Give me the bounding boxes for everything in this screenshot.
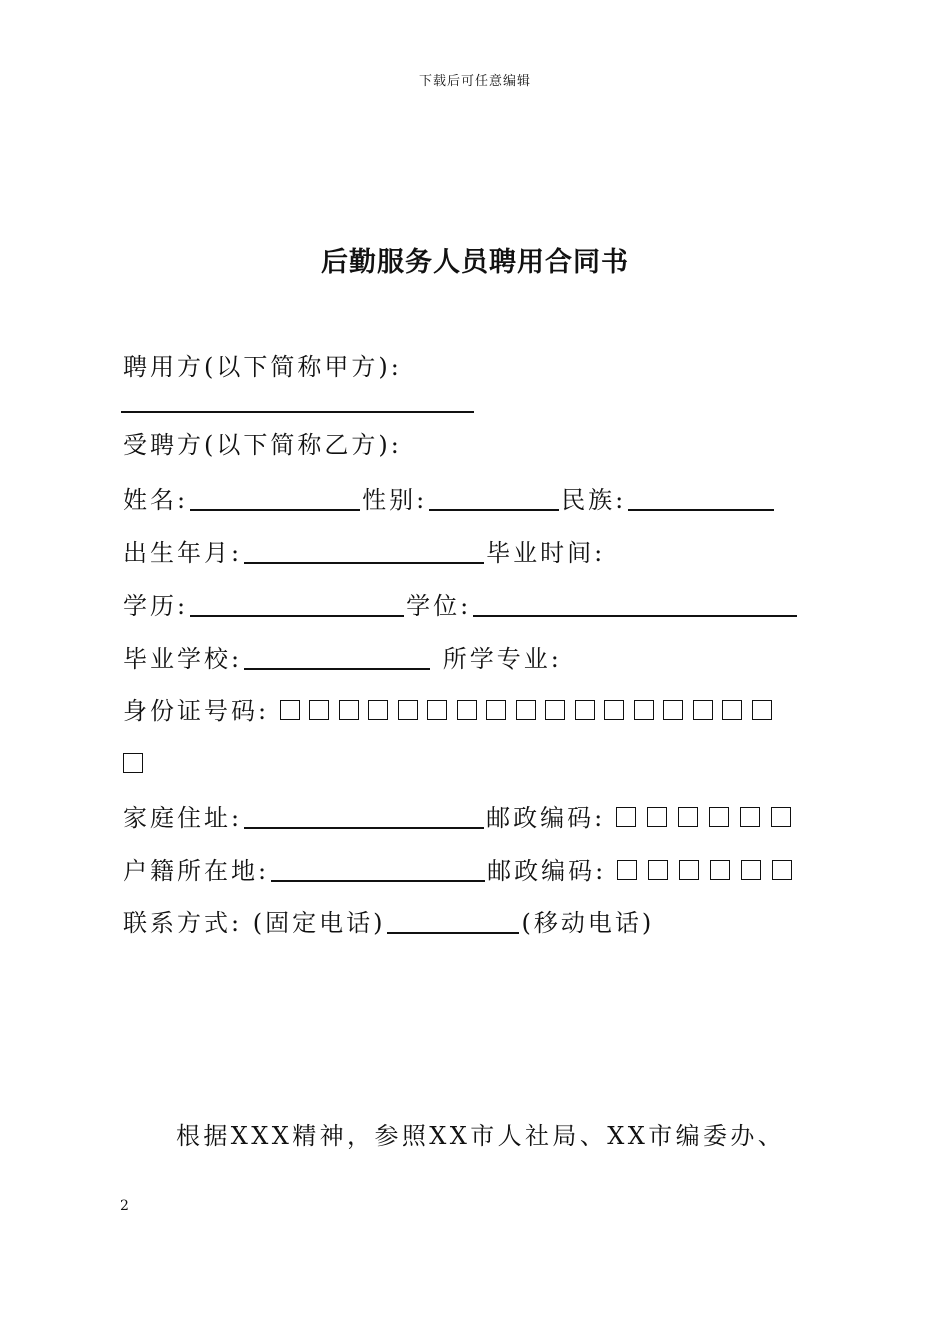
education-label: 学历: (123, 592, 189, 620)
fixed-phone-label: (固定电话) (252, 909, 386, 937)
home-address-label: 家庭住址: (123, 804, 243, 832)
body-paragraph: 根据XXX精神，参照XX市人社局、XX市编委办、 (176, 1122, 786, 1150)
school-row (123, 638, 562, 678)
employee-label: 受聘方(以下简称乙方): (123, 431, 402, 459)
birth-blank (244, 532, 484, 564)
grad-time-label: 毕业时间: (486, 539, 606, 567)
postcode-box (709, 807, 729, 827)
birth-label: 出生年月: (123, 539, 243, 567)
id-number-boxes (280, 697, 782, 725)
page-header: 下载后可任意编辑 (418, 74, 531, 89)
degree-label: 学位: (406, 592, 472, 620)
gender-blank (429, 479, 559, 511)
household-row (123, 850, 792, 890)
id-box (604, 700, 624, 720)
id-box (575, 700, 595, 720)
id-row (123, 691, 781, 731)
postcode-box (617, 860, 637, 880)
id-box (123, 753, 143, 773)
postcode-label: 邮政编码: (487, 857, 607, 885)
postcode-box (678, 807, 698, 827)
ethnicity-label: 民族: (561, 486, 627, 514)
id-box (427, 700, 447, 720)
gender-label: 性别: (362, 486, 428, 514)
id-box (634, 700, 654, 720)
postcode-box (710, 860, 730, 880)
home-address-row (123, 797, 791, 837)
name-label: 姓名: (123, 486, 189, 514)
id-box (398, 700, 418, 720)
postcode-label: 邮政编码: (486, 804, 606, 832)
id-box (280, 700, 300, 720)
postcode-box (647, 807, 667, 827)
education-row (123, 585, 799, 625)
major-label: 所学专业: (442, 645, 562, 673)
education-blank (190, 585, 404, 617)
id-box (516, 700, 536, 720)
household-blank (271, 850, 485, 882)
id-box (545, 700, 565, 720)
postcode-box (648, 860, 668, 880)
postcode-box (679, 860, 699, 880)
degree-blank (473, 585, 797, 617)
page-number: 2 (120, 1198, 129, 1214)
id-box (486, 700, 506, 720)
employer-label: 聘用方(以下简称甲方): (123, 353, 402, 381)
household-label: 户籍所在地: (123, 857, 270, 885)
postcode-boxes (616, 804, 791, 832)
employee-row (123, 425, 402, 465)
id-box (693, 700, 713, 720)
id-box (309, 700, 329, 720)
employer-blank-line (121, 411, 474, 413)
id-box (457, 700, 477, 720)
name-blank (190, 479, 360, 511)
mobile-phone-label: (移动电话) (521, 909, 655, 937)
id-box (722, 700, 742, 720)
id-box (339, 700, 359, 720)
id-box (368, 700, 388, 720)
school-blank (244, 638, 430, 670)
name-row (123, 479, 776, 519)
contact-label: 联系方式: (123, 909, 243, 937)
postcode-box (772, 860, 792, 880)
id-row-continued (123, 744, 153, 784)
fixed-phone-blank (387, 902, 519, 934)
postcode-box (740, 807, 760, 827)
ethnicity-blank (628, 479, 774, 511)
birth-row (123, 532, 605, 572)
home-address-blank (244, 797, 484, 829)
postcode-box (616, 807, 636, 827)
employer-row (123, 347, 402, 387)
postcode-boxes (617, 857, 792, 885)
postcode-box (741, 860, 761, 880)
contact-row (123, 902, 654, 942)
id-box (752, 700, 772, 720)
school-label: 毕业学校: (123, 645, 243, 673)
postcode-box (771, 807, 791, 827)
document-title: 后勤服务人员聘用合同书 (321, 247, 629, 278)
id-number-label: 身份证号码: (123, 697, 270, 725)
id-box (663, 700, 683, 720)
